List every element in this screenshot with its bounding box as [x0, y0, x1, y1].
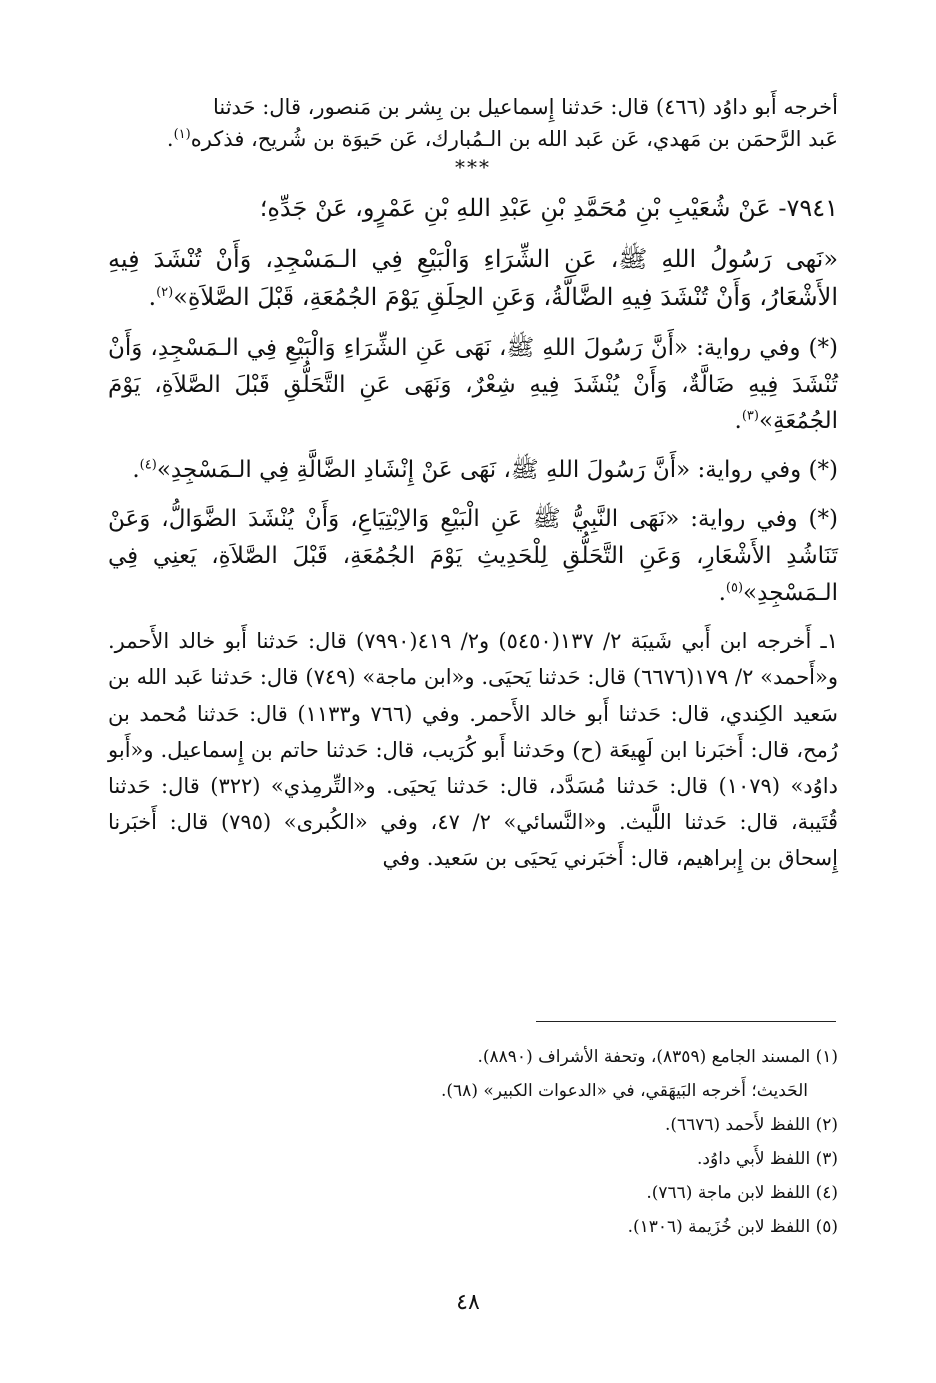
footnote-ref-5: (٥) [725, 579, 744, 595]
footnote-5: (٥) اللفظ لابن خُزَيمة (١٣٠٦). [627, 1217, 838, 1237]
footnote-ref-4: (٤) [139, 457, 157, 473]
footnote-ref-3: (٣) [741, 408, 759, 424]
hadith-matn-end: . [148, 282, 157, 311]
footnote-3: (٣) اللفظ لأَبي داوُد. [697, 1149, 838, 1169]
hadith-matn [108, 241, 838, 315]
hadith-header [108, 189, 838, 227]
variant-3 [108, 501, 838, 611]
section-separator: *** [455, 155, 491, 179]
intro-line-2 [108, 124, 838, 156]
hadith-number: ٧٩٤١- [778, 194, 838, 222]
variant-1-text: (*) وفي رواية: «أَنَّ رَسُولَ اللهِ ﷺ، نَهَى عَنِ الشِّرَاءِ وَالْبَيْعِ فِي الـمَسْجِدِ، وَأَنْ تُنْشَدَ فِيهِ ضَالَّةٌ، وَأَنْ يُنْشَدَ فِيهِ شِعْرٌ، وَنَهَى عَنِ التَّحَلُّقِ قَبْلَ الصَّلاَةِ، يَوْمَ الجُمُعَةِ» [108, 334, 838, 435]
hadith-isnad: عَنْ شُعَيْبِ بْنِ مُحَمَّدِ بْنِ عَبْدِ اللهِ بْنِ عَمْرٍو، عَنْ جَدِّهِ؛ [259, 194, 771, 222]
variant-2-end: . [132, 457, 140, 484]
footnotes [108, 1040, 838, 1244]
variant-3-end: . [718, 579, 726, 606]
intro-line-2-end: . [166, 126, 174, 151]
intro-line-1: أخرجه أَبو داوُد (٤٦٦) قال: حَدثنا إِسماعيل بن بِشر بن مَنصور، قال: حَدثنا [212, 95, 838, 119]
footnote-2: (٢) اللفظ لأَحمد (٦٦٧٦). [664, 1115, 838, 1135]
variant-1-end: . [734, 408, 742, 435]
variant-3-text: (*) وفي رواية: «نَهَى النَّبِيُّ ﷺ عَنِ الْبَيْعِ وَالاِبْتِيَاعِ، وَأَنْ يُنْشَدَ الضَّوَالُّ، وَعَنْ تَنَاشُدِ الأَشْعَارِ، وَعَنِ التَّحَلُّقِ لِلْحَدِيثِ يَوْمَ الجُمُعَةِ، قَبْلَ الصَّلاَةِ، يَعنِي فِي الـمَسْجِدِ» [108, 505, 838, 606]
main-text [108, 92, 838, 876]
variant-1 [108, 330, 838, 440]
variant-2-text: (*) وفي رواية: «أَنَّ رَسُولَ اللهِ ﷺ، نَهَى عَنْ إِنْشَادِ الضَّالَّةِ فِي الـمَسْجِدِ» [156, 457, 838, 484]
variant-2 [108, 452, 838, 489]
footnote-4: (٤) اللفظ لابن ماجة (٧٦٦). [646, 1183, 838, 1203]
footnote-1-continuation: الحَديث؛ أَخرجه البَيهَقي، في «الدعوات الكبير» (٦٨). [441, 1081, 808, 1101]
takhrij-paragraph: ١ـ أَخرجه ابن أَبي شَيبَة ٢/ ١٣٧(٥٤٥٠) و٢/ ٤١٩(٧٩٩٠) قال: حَدثنا أَبو خالد الأَحمر. و«أَحمد» ٢/ ١٧٩(٦٦٧٦) قال: حَدثنا يَحيَى. و«ابن ماجة» (٧٤٩) قال: حَدثنا عَبد الله بن سَعيد الكِندي، قال: حَدثنا أَبو خالد الأَحمر. وفي (٧٦٦ و١١٣٣) قال: حَدثنا مُحمد بن رُمح، قال: أَخبَرنا ابن لَهِيعَة (ح) وحَدثنا أَبو كُرَيب، قال: حَدثنا حاتم بن إِسماعيل. و«أَبو داوُد» (١٠٧٩) قال: حَدثنا مُسَدَّد، قال: حَدثنا يَحيَى. و«التِّرمِذي» (٣٢٢) قال: حَدثنا قُتَيبة، قال: حَدثنا اللَّيث. و«النَّسائي» ٢/ ٤٧، وفي «الكُبرى» (٧٩٥) قال: أَخبَرنا إِسحاق بن إِبراهيم، قال: أَخبَرني يَحيَى بن سَعيد. وفي [108, 629, 838, 870]
footnote-ref-2: (٢) [156, 284, 174, 300]
page-number: ٤٨ [456, 1290, 480, 1315]
footnote-1: (١) المسند الجامع (٨٣٥٩)، وتحفة الأشراف (٨٨٩٠). [477, 1047, 838, 1067]
intro-line-2-text: عَبد الرَّحمَن بن مَهدي، عَن عَبد الله بن الـمُبارك، عَن حَيوَة بن شُريح، فذكره [190, 126, 838, 151]
hadith-matn-text: «نَهى رَسُولُ اللهِ ﷺ، عَنِ الشِّرَاءِ وَالْبَيْعِ فِي الـمَسْجِدِ، وَأَنْ تُنْشَدَ فِيهِ الأَشْعَارُ، وَأَنْ تُنْشَدَ فِيهِ الضَّالَّةُ، وَعَنِ الحِلَقِ يَوْمَ الجُمُعَةِ، قَبْلَ الصَّلاَةِ» [108, 245, 838, 311]
footnote-divider [536, 1021, 836, 1022]
footnote-ref-1: (١) [173, 126, 191, 142]
